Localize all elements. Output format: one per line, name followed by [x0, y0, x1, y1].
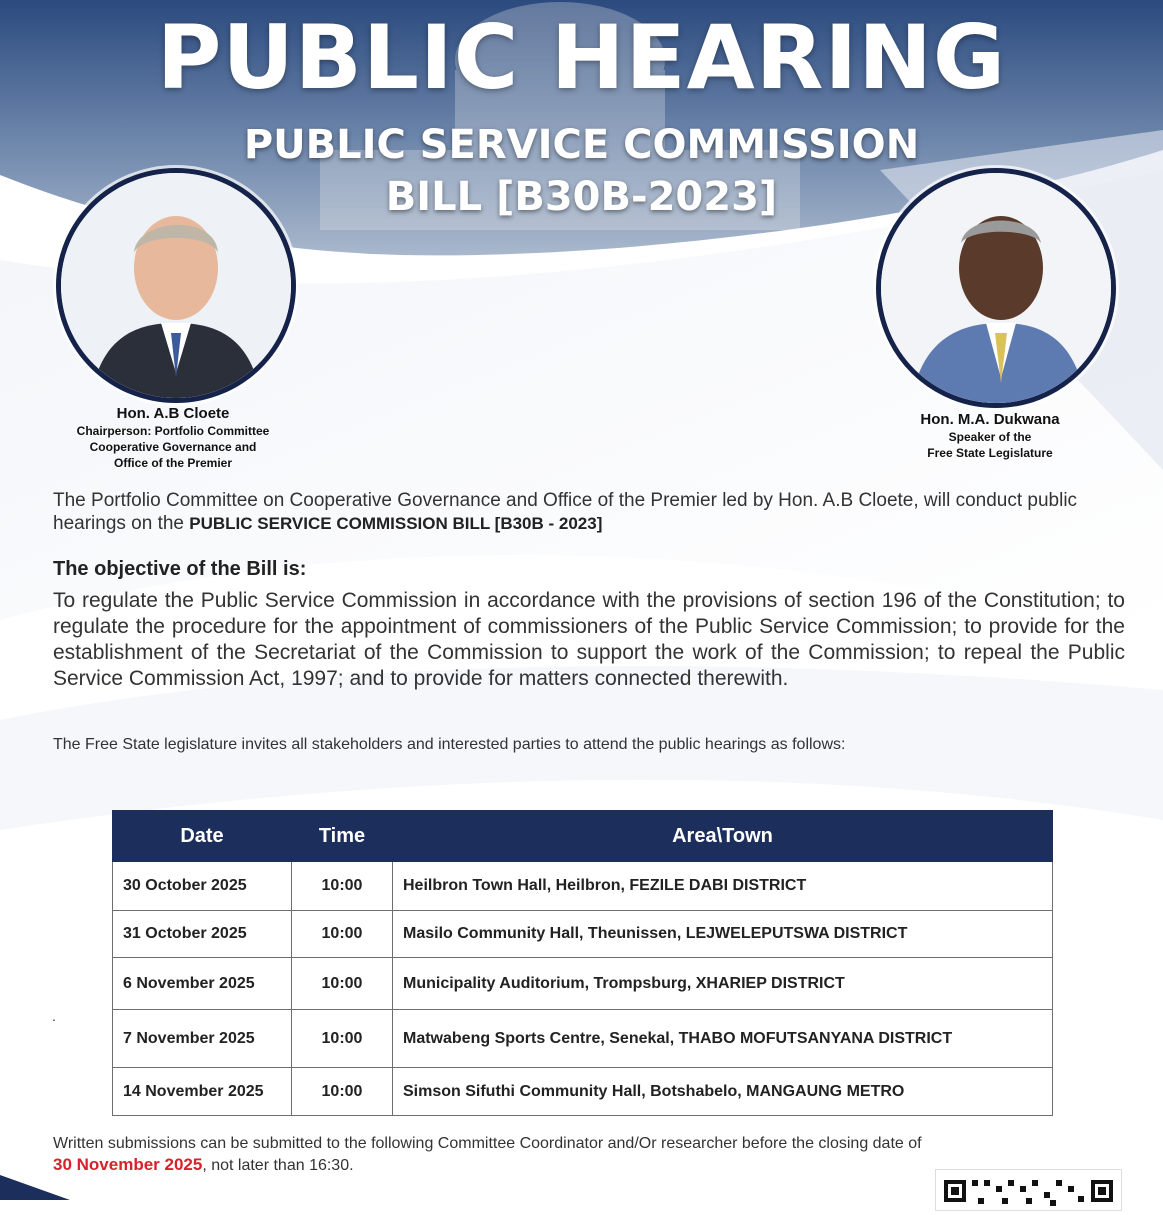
- bill-title-line2: BILL [B30B-2023]: [385, 174, 778, 220]
- row-area: Municipality Auditorium, Trompsburg, XHARIEP DISTRICT: [393, 958, 1053, 1010]
- header-time: Time: [292, 811, 393, 862]
- row-date: 14 November 2025: [113, 1068, 292, 1116]
- table-row: [113, 958, 1053, 1010]
- row-area: Matwabeng Sports Centre, Senekal, THABO MOFUTSANYANA DISTRICT: [393, 1010, 1053, 1068]
- intro-paragraph: [53, 489, 1133, 535]
- row-time: 10:00: [292, 862, 393, 911]
- row-time: 10:00: [292, 1068, 393, 1116]
- row-time: 10:00: [292, 958, 393, 1010]
- row-date: 7 November 2025: [113, 1010, 292, 1068]
- header-date: Date: [113, 811, 292, 862]
- row-time: 10:00: [292, 1010, 393, 1068]
- closing-date: 30 November 2025: [53, 1155, 203, 1174]
- portrait-dukwana: [876, 168, 1116, 408]
- header-area: Area\Town: [393, 811, 1053, 862]
- left-person-role-line3: Office of the Premier: [113, 456, 233, 470]
- row-date: 31 October 2025: [113, 911, 292, 958]
- left-person-name: Hon. A.B Cloete: [116, 405, 230, 422]
- table-row: [113, 862, 1053, 911]
- row-time: 10:00: [292, 911, 393, 958]
- closing-time-text: , not later than 16:30.: [202, 1157, 354, 1174]
- intro-bill-name: PUBLIC SERVICE COMMISSION BILL [B30B - 2023]: [189, 514, 603, 533]
- person-silhouette-icon: [61, 173, 291, 398]
- stray-dot: .: [52, 1008, 56, 1024]
- row-area: Masilo Community Hall, Theunissen, LEJWELEPUTSWA DISTRICT: [393, 911, 1053, 958]
- table-row: [113, 1010, 1053, 1068]
- person-silhouette-icon: [881, 173, 1111, 403]
- right-person-name: Hon. M.A. Dukwana: [920, 411, 1060, 428]
- table-row: [113, 911, 1053, 958]
- right-person-role-line2: Free State Legislature: [927, 446, 1053, 460]
- right-person-role-line1: Speaker of the: [948, 430, 1032, 444]
- bill-title-line1: PUBLIC SERVICE COMMISSION: [243, 122, 920, 168]
- qr-code-icon: [936, 1170, 1121, 1210]
- objective-heading: The objective of the Bill is:: [53, 558, 307, 580]
- intro-text: The Portfolio Committee on Cooperative Governance and Office of the Premier led by Hon. A.B Cloete, will conduct public hearings on the: [53, 490, 1078, 534]
- table-header-row: [113, 811, 1053, 862]
- portrait-cloete: [56, 168, 296, 403]
- row-date: 6 November 2025: [113, 958, 292, 1010]
- qr-code[interactable]: [935, 1169, 1122, 1211]
- invite-text: The Free State legislature invites all stakeholders and interested parties to attend the public hearings as follows:: [53, 736, 846, 753]
- row-date: 30 October 2025: [113, 862, 292, 911]
- submission-line1: Written submissions can be submitted to the following Committee Coordinator and/Or researcher before the closing date of: [53, 1135, 922, 1152]
- row-area: Simson Sifuthi Community Hall, Botshabelo, MANGAUNG METRO: [393, 1068, 1053, 1116]
- table-row: [113, 1068, 1053, 1116]
- left-person-role-line2: Cooperative Governance and: [89, 440, 257, 454]
- page-title: PUBLIC HEARING: [156, 6, 1007, 109]
- hearing-schedule-table: [112, 810, 1053, 1116]
- left-person-role-line1: Chairperson: Portfolio Committee: [76, 424, 270, 438]
- row-area: Heilbron Town Hall, Heilbron, FEZILE DABI DISTRICT: [393, 862, 1053, 911]
- objective-body: To regulate the Public Service Commission in accordance with the provisions of section 196 of the Constitution; to regulate the procedure for the appointment of commissioners of the Public Service Commission; to provide for the establishment of the Secretariat of the Commission to support the work of the Commission; to repeal the Public Service Commission Act, 1997; and to provide for matters connected therewith.: [53, 589, 1125, 690]
